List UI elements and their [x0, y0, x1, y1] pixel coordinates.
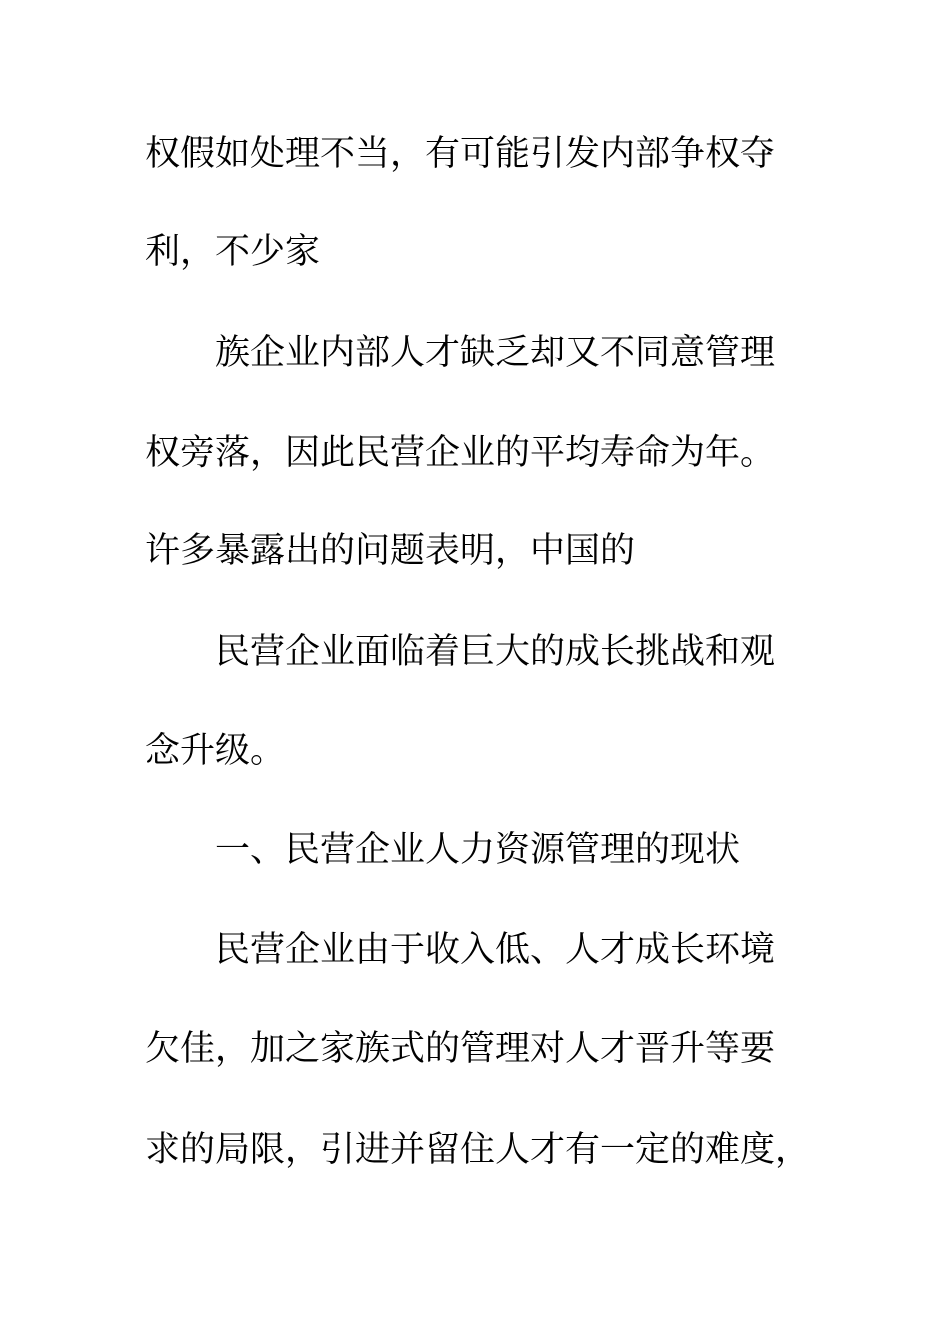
text-line: 权旁落，因此民营企业的平均寿命为年。: [145, 433, 776, 473]
text-line: 欠佳，加之家族式的管理对人才晋升等要: [145, 1029, 776, 1069]
text-line: 许多暴露出的问题表明，中国的: [145, 531, 636, 571]
text-line: 利，不少家: [145, 232, 321, 272]
text-line: 民营企业由于收入低、人才成长环境: [215, 930, 776, 970]
text-line: 权假如处理不当，有可能引发内部争权夺: [145, 134, 776, 174]
text-line: 族企业内部人才缺乏却又不同意管理: [215, 333, 776, 373]
text-line: 民营企业面临着巨大的成长挑战和观: [215, 632, 776, 672]
text-line: 念升级。: [145, 731, 286, 771]
section-heading: 一、民营企业人力资源管理的现状: [215, 830, 741, 870]
text-line: 求的局限，引进并留住人才有一定的难度，: [145, 1130, 811, 1170]
